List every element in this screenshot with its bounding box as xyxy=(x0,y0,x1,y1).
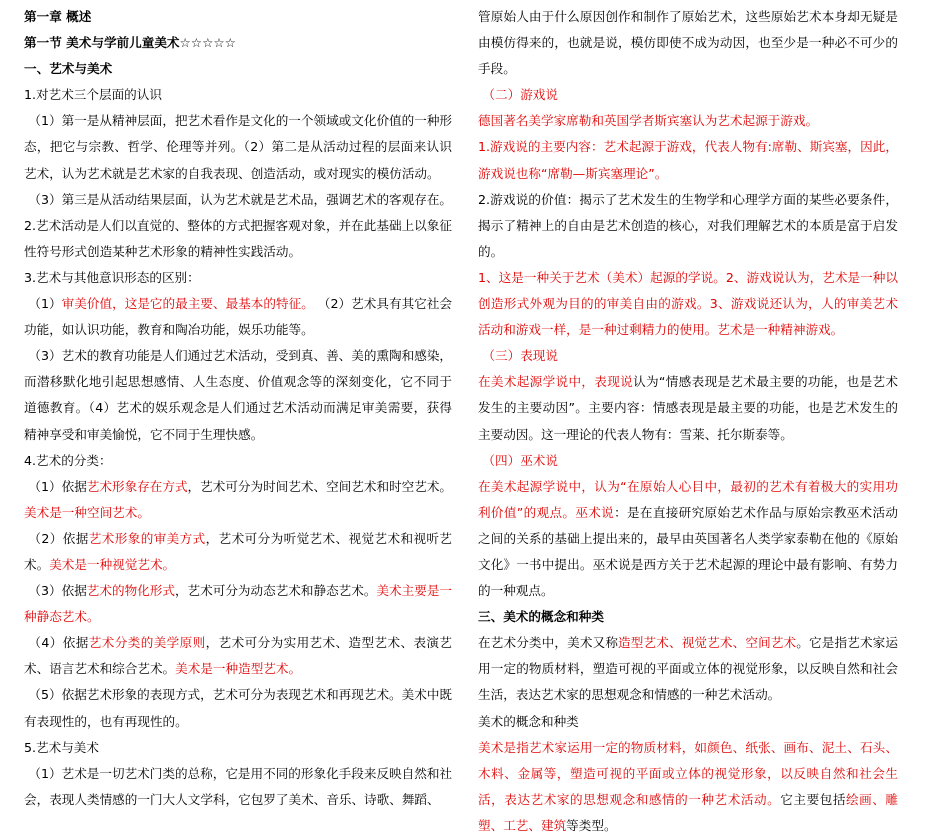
item-2: 2.艺术活动是人们以直觉的、整体的方式把握客观对象，并在此基础上以象征性符号形式创造某种艺术形象的精神性实践活动。 xyxy=(24,217,452,259)
classification-2 xyxy=(24,526,452,578)
highlight-text: 美术是一种造型艺术。 xyxy=(175,661,302,677)
classification-1 xyxy=(24,474,452,526)
text: 。它是指艺术家运用一定的物质材料，塑造可视的平面或立体的视觉形象，以反映自然和社会生活，表达艺术家的思想观念和情感的一种艺术活动。 xyxy=(478,635,899,703)
item-5-title: 5.艺术与美术 xyxy=(24,739,99,755)
play-theory-content: 1.游戏说的主要内容：艺术起源于游戏，代表人物有:席勒、斯宾塞，因此，游戏说也称“席勒—斯宾塞理论”。 xyxy=(478,139,898,181)
highlight-text: 在美术起源学说中，表现说 xyxy=(478,374,634,390)
highlight-text: 艺术分类的美学原则 xyxy=(88,635,206,651)
highlight-text: 美术是一种空间艺术。 xyxy=(24,504,150,520)
text: ：是在直接研究原始艺术作品与原始宗教巫术活动之间的关系的基础上提出来的，最早由英国著名人类学家泰勒在他的《原始文化》一书中提出。巫术说是西方关于艺术起源的理论中最有影响、有势力的一种观点。 xyxy=(478,504,898,599)
concept-subtitle: 美术的概念和种类 xyxy=(478,713,579,729)
item-5-text: （1）艺术是一切艺术门类的总称，它是用不同的形象化手段来反映自然和社会，表现人类情感的一门大人文学科，它包罗了美术、音乐、诗歌、舞蹈、 xyxy=(24,765,453,807)
text: ，艺术可分为听觉艺术、视觉艺术和视听艺术。 xyxy=(24,530,453,572)
text: ，艺术可分为时间艺术、空间艺术和时空艺术。 xyxy=(187,478,453,494)
text: 它主要包括 xyxy=(780,791,846,807)
left-column xyxy=(24,4,452,813)
text: 在艺术分类中，美术又称 xyxy=(478,635,619,651)
imitation-paragraph: 管原始人由于什么原因创作和制作了原始艺术，这些原始艺术本身却无疑是由模仿得来的，也就是说，模仿即使不成为动因，也至少是一种必不可少的手段。 xyxy=(478,9,898,77)
play-theory-value: 2.游戏说的价值：揭示了艺术发生的生物学和心理学方面的某些必要条件，揭示了精神上的自由是艺术创造的核心，对我们理解艺术的本质是富于启发的。 xyxy=(478,191,898,259)
text: （1） xyxy=(28,296,62,312)
item-1-title: 1.对艺术三个层面的认识 xyxy=(24,87,162,103)
highlight-text: 美术是指艺术家运用一定的物质材料，如颜色、纸张、画布、泥土、石头、木料、金属等，塑造可视的平面或立体的视觉形象，以反映自然和社会生活，表达艺术家的思想观念和感情的一种艺术活动。 xyxy=(478,739,898,807)
section-title: 第一节 美术与学前儿童美术☆☆☆☆☆ xyxy=(24,35,236,51)
item-1-level-3: （3）第三是从活动结果层面，认为艺术就是艺术品，强调艺术的客观存在。 xyxy=(28,191,453,207)
fine-art-types xyxy=(478,735,898,839)
text: 认为“情感表现是艺术最主要的功能，也是艺术发生的主要动因”。主要内容：情感表现是最主要的功能，也是艺术发生的主要动因。这一理论的代表人物有：雪莱、托尔斯泰等。 xyxy=(478,374,899,442)
item-4-title: 4.艺术的分类： xyxy=(24,452,112,468)
text: （3）依据 xyxy=(28,583,87,599)
right-column xyxy=(478,4,898,839)
play-theory-summary: 1、这是一种关于艺术（美术）起源的学说。2、游戏说认为，艺术是一种以创造形式外观为目的的审美自由的游戏。3、游戏说还认为，人的审美艺术活动和游戏一样，是一种过剩精力的使用。艺术是一种精神游戏。 xyxy=(478,269,898,338)
highlight-text: 艺术的物化形式 xyxy=(86,583,175,599)
highlight-text: 艺术形象的审美方式 xyxy=(88,530,206,546)
text: （1）依据 xyxy=(28,478,87,494)
text: ，艺术可分为实用艺术、造型艺术、表演艺术、语言艺术和综合艺术。 xyxy=(24,635,453,677)
text: （4）依据 xyxy=(28,635,89,651)
highlight-text: 审美价值，这是它的最主要、最基本的特征。 xyxy=(61,296,314,312)
chapter-title: 第一章 概述 xyxy=(24,9,92,24)
item-3-title: 3.艺术与其他意识形态的区别： xyxy=(24,269,200,285)
classification-4 xyxy=(24,630,452,682)
text: （2）依据 xyxy=(28,530,89,546)
classification-5: （5）依据艺术形象的表现方式，艺术可分为表现艺术和再现艺术。美术中既有表现性的，也有再现性的。 xyxy=(24,687,453,729)
heading-magic-theory: （四）巫术说 xyxy=(482,452,558,468)
expression-theory-text xyxy=(478,369,898,447)
text: （2）艺术具有其它社会功能，如认识功能，教育和陶冶功能，娱乐功能等。 xyxy=(24,296,452,338)
play-theory-intro: 德国著名美学家席勒和英国学者斯宾塞认为艺术起源于游戏。 xyxy=(478,113,819,129)
highlight-text: 美术是一种视觉艺术。 xyxy=(49,556,176,572)
highlight-text: 造型艺术、视觉艺术、空间艺术 xyxy=(618,635,797,651)
classification-3 xyxy=(24,578,452,630)
highlight-text: 美术主要是一种静态艺术。 xyxy=(24,583,453,625)
text: 等类型。 xyxy=(566,817,617,833)
highlight-text: 绘画、雕塑、工艺、建筑 xyxy=(478,791,899,833)
highlight-text: 艺术形象存在方式 xyxy=(86,478,188,494)
magic-theory-text xyxy=(478,474,898,604)
fine-art-definition xyxy=(478,630,898,708)
heading-play-theory: （二）游戏说 xyxy=(482,87,558,103)
heading-concept-and-types: 三、美术的概念和种类 xyxy=(478,609,604,625)
heading-expression-theory: （三）表现说 xyxy=(482,348,558,364)
item-1-levels: （1）第一是从精神层面，把艺术看作是文化的一个领域或文化价值的一种形态，把它与宗教、哲学、伦理等并列。（2）第二是从活动过程的层面来认识艺术，认为艺术就是艺术家的自我表现、创造活动，或对现实的模仿活动。 xyxy=(24,113,453,181)
text: ，艺术可分为动态艺术和静态艺术。 xyxy=(174,583,377,599)
item-3-functions: （3）艺术的教育功能是人们通过艺术活动，受到真、善、美的熏陶和感染，而潜移默化地引起思想感情、人生态度、价值观念等的深刻变化，它不同于道德教育。（4）艺术的娱乐观念是人们通过艺术活动而满足审美需要，获得精神享受和审美愉悦，它不同于生理快感。 xyxy=(24,348,453,442)
highlight-text: 在美术起源学说中，认为“在原始人心目中，最初的艺术有着极大的实用功利价值”的观点。巫术说 xyxy=(478,478,898,520)
heading-art-and-fine-art: 一、艺术与美术 xyxy=(24,61,113,77)
item-3-features xyxy=(24,291,452,343)
